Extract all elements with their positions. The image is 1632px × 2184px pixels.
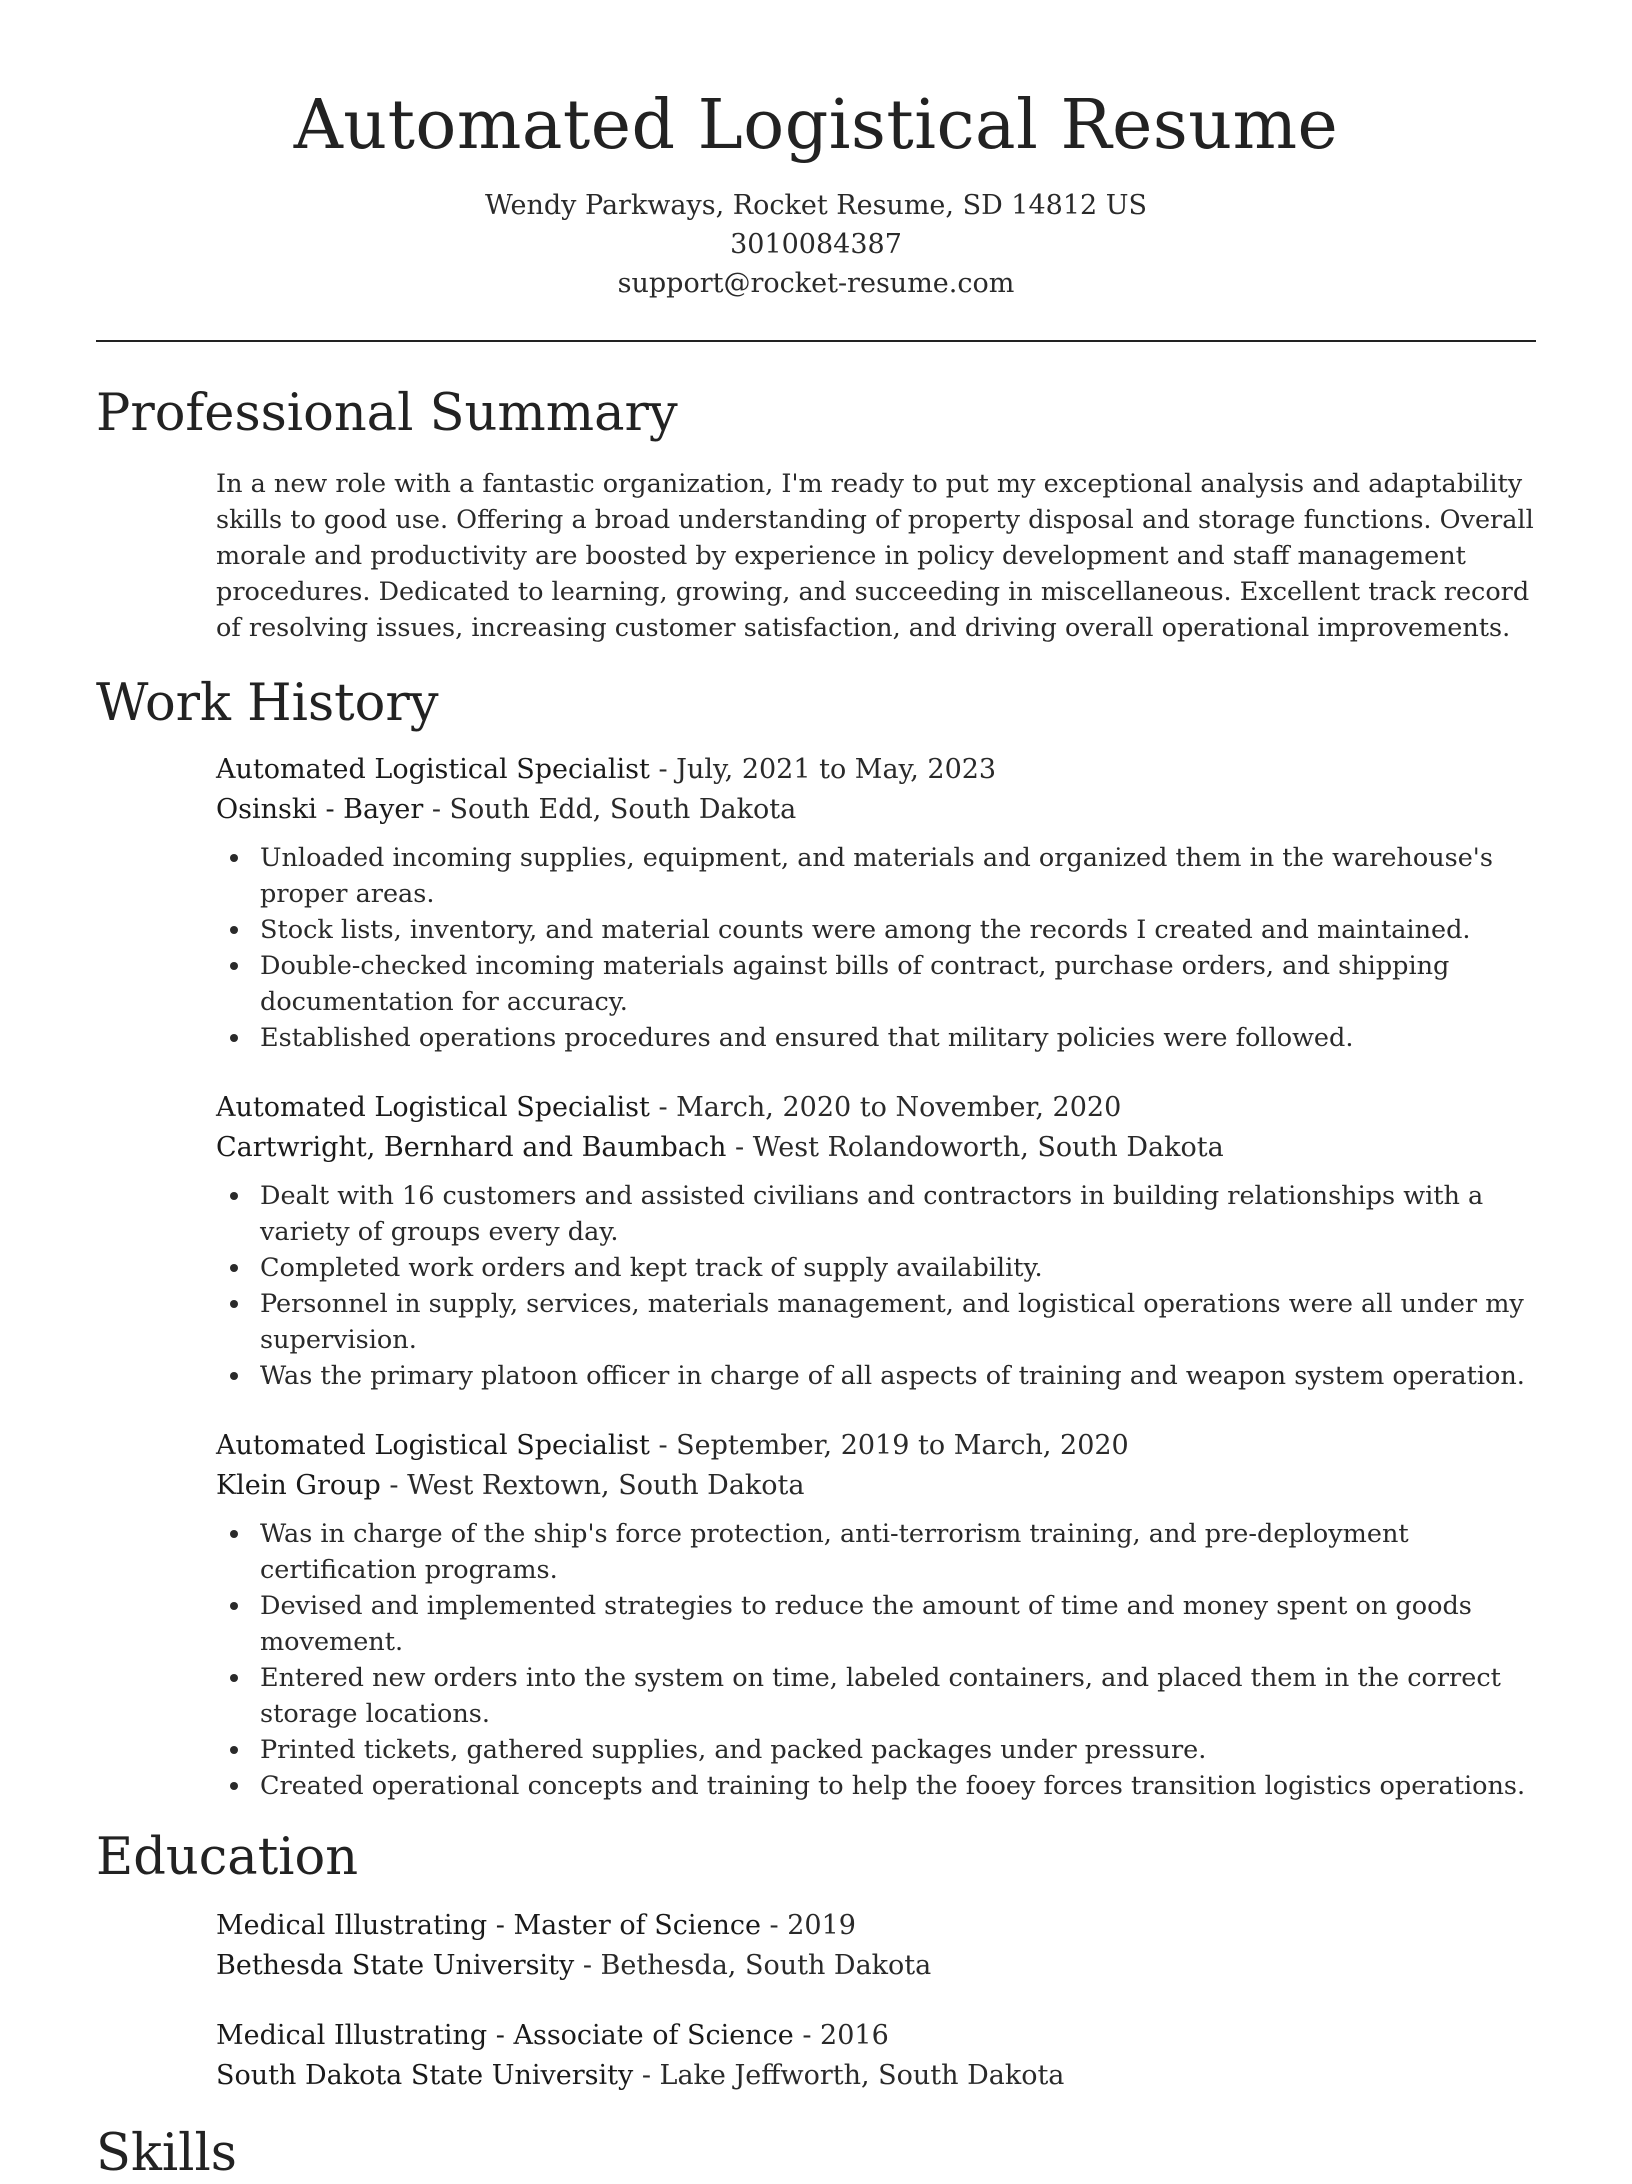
job-title-line — [216, 1426, 1536, 1466]
education-school-line — [216, 1946, 1536, 1986]
job-company-line — [216, 790, 1536, 830]
job-bullet-text: Was the primary platoon officer in charge of all aspects of training and weapon system operation. — [260, 1361, 1525, 1391]
resume-header — [96, 0, 1536, 303]
education-location: - Bethesda, South Dakota — [574, 1950, 932, 1981]
summary-text: In a new role with a fantastic organization, I'm ready to put my exceptional analysis and adaptability skills to good use. Offering a broad understanding of property disposal and storage functions. Overall morale and productivity are boosted by experience in policy development and staff management procedures. Dedicated to learning, growing, and succeeding in miscellaneous. Excellent track record of resolving issues, increasing customer satisfaction, and driving overall operational improvements. — [216, 469, 1534, 643]
work-history-section — [96, 674, 1536, 1804]
job-role: Automated Logistical Specialist — [216, 1092, 650, 1123]
job-bullet — [260, 1732, 1536, 1768]
bullet-dot-icon — [230, 1264, 238, 1272]
job-bullet-text: Devised and implemented strategies to reduce the amount of time and money spent on goods movement. — [260, 1591, 1472, 1657]
education-heading: Education — [96, 1828, 359, 1887]
education-entry — [216, 2016, 1536, 2096]
job-location: - South Edd, South Dakota — [423, 794, 797, 825]
education-degree: Medical Illustrating - Master of Science — [216, 1910, 761, 1941]
job-entry — [216, 750, 1536, 1056]
job-bullet — [260, 1286, 1536, 1358]
job-bullet — [260, 1250, 1536, 1286]
bullet-dot-icon — [230, 1300, 238, 1308]
job-entry — [216, 1088, 1536, 1394]
job-bullet-text: Created operational concepts and training to help the fooey forces transition logistics operations. — [260, 1771, 1526, 1801]
job-location: - West Rextown, South Dakota — [380, 1470, 805, 1501]
job-bullet-text: Stock lists, inventory, and material counts were among the records I created and maintained. — [260, 915, 1471, 945]
job-bullet — [260, 1178, 1536, 1250]
education-section — [96, 1828, 1536, 2096]
bullet-dot-icon — [230, 1192, 238, 1200]
job-bullet-text: Entered new orders into the system on time, labeled containers, and placed them in the correct storage locations. — [260, 1663, 1501, 1729]
skills-heading: Skills — [96, 2124, 237, 2183]
job-bullet — [260, 912, 1536, 948]
job-company: Klein Group — [216, 1470, 381, 1501]
job-list — [96, 750, 1536, 1804]
job-dates: - July, 2021 to May, 2023 — [649, 754, 997, 785]
job-company-line — [216, 1128, 1536, 1168]
job-role: Automated Logistical Specialist — [216, 754, 650, 785]
bullet-dot-icon — [230, 1530, 238, 1538]
bullet-dot-icon — [230, 962, 238, 970]
education-year: - 2019 — [760, 1910, 856, 1941]
job-bullet-text: Established operations procedures and ensured that military policies were followed. — [260, 1023, 1354, 1053]
education-entry — [216, 1906, 1536, 1986]
job-dates: - March, 2020 to November, 2020 — [649, 1092, 1122, 1123]
job-location: - West Rolandoworth, South Dakota — [726, 1132, 1224, 1163]
job-dates: - September, 2019 to March, 2020 — [649, 1430, 1129, 1461]
header-divider — [96, 340, 1536, 342]
job-entry — [216, 1426, 1536, 1804]
education-degree-line — [216, 2016, 1536, 2056]
job-bullet-text: Printed tickets, gathered supplies, and packed packages under pressure. — [260, 1735, 1207, 1765]
job-bullet — [260, 840, 1536, 912]
work-history-heading: Work History — [96, 674, 439, 733]
job-bullet — [260, 1768, 1536, 1804]
education-school-line — [216, 2056, 1536, 2096]
job-bullet-text: Was in charge of the ship's force protection, anti-terrorism training, and pre-deployment certification programs. — [260, 1519, 1409, 1585]
education-school: Bethesda State University — [216, 1950, 575, 1981]
job-bullet-text: Unloaded incoming supplies, equipment, and materials and organized them in the warehouse's proper areas. — [260, 843, 1493, 909]
bullet-dot-icon — [230, 1372, 238, 1380]
resume-title: Automated Logistical Resume — [293, 86, 1339, 165]
job-bullet — [260, 1660, 1536, 1732]
contact-block — [96, 186, 1536, 303]
job-role: Automated Logistical Specialist — [216, 1430, 650, 1461]
contact-phone: 3010084387 — [730, 229, 902, 260]
job-company: Cartwright, Bernhard and Baumbach — [216, 1132, 727, 1163]
job-bullet — [260, 1358, 1536, 1394]
bullet-dot-icon — [230, 1782, 238, 1790]
job-bullet-list — [216, 840, 1536, 1056]
job-bullet-list — [216, 1178, 1536, 1394]
job-bullet-list — [216, 1516, 1536, 1804]
job-bullet — [260, 1588, 1536, 1660]
job-bullet-text: Personnel in supply, services, materials management, and logistical operations were all under my supervision. — [260, 1289, 1524, 1355]
job-bullet-text: Dealt with 16 customers and assisted civilians and contractors in building relationships with a variety of groups every day. — [260, 1181, 1484, 1247]
education-list — [96, 1906, 1536, 2096]
contact-address: Wendy Parkways, Rocket Resume, SD 14812 US — [484, 190, 1148, 221]
job-title-line — [216, 750, 1536, 790]
job-bullet-text: Double-checked incoming materials against bills of contract, purchase orders, and shipping documentation for accuracy. — [260, 951, 1450, 1017]
education-location: - Lake Jeffworth, South Dakota — [633, 2060, 1065, 2091]
skills-section — [96, 2124, 1536, 2184]
bullet-dot-icon — [230, 854, 238, 862]
contact-email: support@rocket-resume.com — [617, 268, 1015, 299]
job-bullet — [260, 948, 1536, 1020]
education-year: - 2016 — [793, 2020, 889, 2051]
job-bullet — [260, 1516, 1536, 1588]
education-degree-line — [216, 1906, 1536, 1946]
job-company-line — [216, 1466, 1536, 1506]
job-bullet-text: Completed work orders and kept track of supply availability. — [260, 1253, 1043, 1283]
bullet-dot-icon — [230, 1674, 238, 1682]
job-company: Osinski - Bayer — [216, 794, 424, 825]
bullet-dot-icon — [230, 1034, 238, 1042]
job-bullet — [260, 1020, 1536, 1056]
summary-section — [96, 384, 1536, 646]
bullet-dot-icon — [230, 1746, 238, 1754]
summary-heading: Professional Summary — [96, 384, 678, 443]
bullet-dot-icon — [230, 1602, 238, 1610]
job-title-line — [216, 1088, 1536, 1128]
education-school: South Dakota State University — [216, 2060, 634, 2091]
education-degree: Medical Illustrating - Associate of Science — [216, 2020, 794, 2051]
bullet-dot-icon — [230, 926, 238, 934]
